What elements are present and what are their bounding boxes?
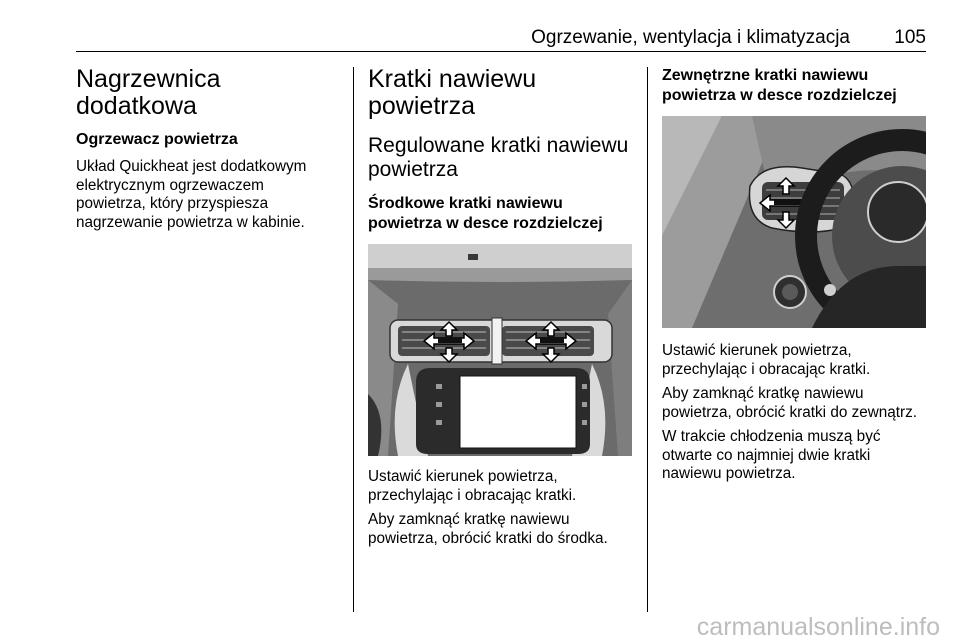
center-vents-illustration — [368, 244, 632, 456]
subheading-adjustable-vents — [368, 134, 636, 182]
text-line: powietrza, który przyspiesza — [76, 195, 269, 212]
text-line: Aby zamknąć kratkę nawiewu — [368, 511, 570, 528]
text-line: Regulowane kratki nawiewu — [368, 134, 629, 157]
text-line: Ustawić kierunek powietrza, — [368, 468, 558, 485]
text-line: Aby zamknąć kratkę nawiewu — [662, 385, 864, 402]
paragraph-quickheat — [76, 158, 346, 232]
text-line: powietrza — [368, 92, 475, 120]
section-heading-auxiliary-heater: Nagrzewnica dodatkowa — [76, 65, 221, 120]
text-line: Kratki nawiewu — [368, 65, 537, 93]
text-line: nawiewu powietrza. — [662, 465, 796, 482]
text-line: Układ Quickheat jest dodatkowym — [76, 158, 307, 175]
text-line: przechylając i obracając kratki. — [368, 486, 577, 504]
column-2 — [368, 66, 636, 548]
site-watermark: carmanualsonline.info — [696, 613, 940, 641]
text-line: Środkowe kratki nawiewu — [368, 195, 563, 212]
column-divider-left — [353, 67, 354, 612]
text-line: nagrzewanie powietrza w kabinie. — [76, 213, 305, 231]
outer-vent-illustration — [662, 116, 926, 328]
column-divider-right — [647, 67, 648, 612]
text-line: Zewnętrzne kratki nawiewu — [662, 67, 869, 84]
text-line: powietrza w desce rozdzielczej — [662, 87, 897, 104]
section-title-outer-vents — [662, 66, 928, 106]
section-title-center-vents — [368, 194, 636, 234]
paragraph-cooling-note — [662, 428, 928, 484]
text-line: Ustawić kierunek powietrza, — [662, 342, 852, 359]
text-line: powietrza, obrócić kratki do zewnątrz. — [662, 403, 918, 421]
text-line: powietrza — [368, 158, 458, 181]
header-divider — [76, 51, 926, 52]
paragraph-adjust-direction — [368, 468, 636, 505]
paragraph-adjust-direction-outer — [662, 342, 928, 379]
text-line: powietrza w desce rozdzielczej — [368, 215, 603, 232]
paragraph-close-vent — [368, 511, 636, 548]
page-number: 105 — [894, 27, 926, 48]
text-line: elektrycznym ogrzewaczem — [76, 176, 264, 194]
subheading-air-heater: Ogrzewacz powietrza — [76, 131, 238, 148]
column-3 — [662, 66, 928, 484]
text-line: powietrza, obrócić kratki do środka. — [368, 529, 608, 547]
paragraph-close-vent-outer — [662, 385, 928, 422]
section-heading-air-vents — [368, 66, 636, 120]
text-line: otwarte co najmniej dwie kratki — [662, 446, 871, 464]
text-line: W trakcie chłodzenia muszą być — [662, 428, 881, 445]
text-line: przechylając i obracając kratki. — [662, 360, 871, 378]
column-1 — [76, 66, 346, 232]
running-header-title: Ogrzewanie, wentylacja i klimatyzacja — [531, 27, 850, 48]
